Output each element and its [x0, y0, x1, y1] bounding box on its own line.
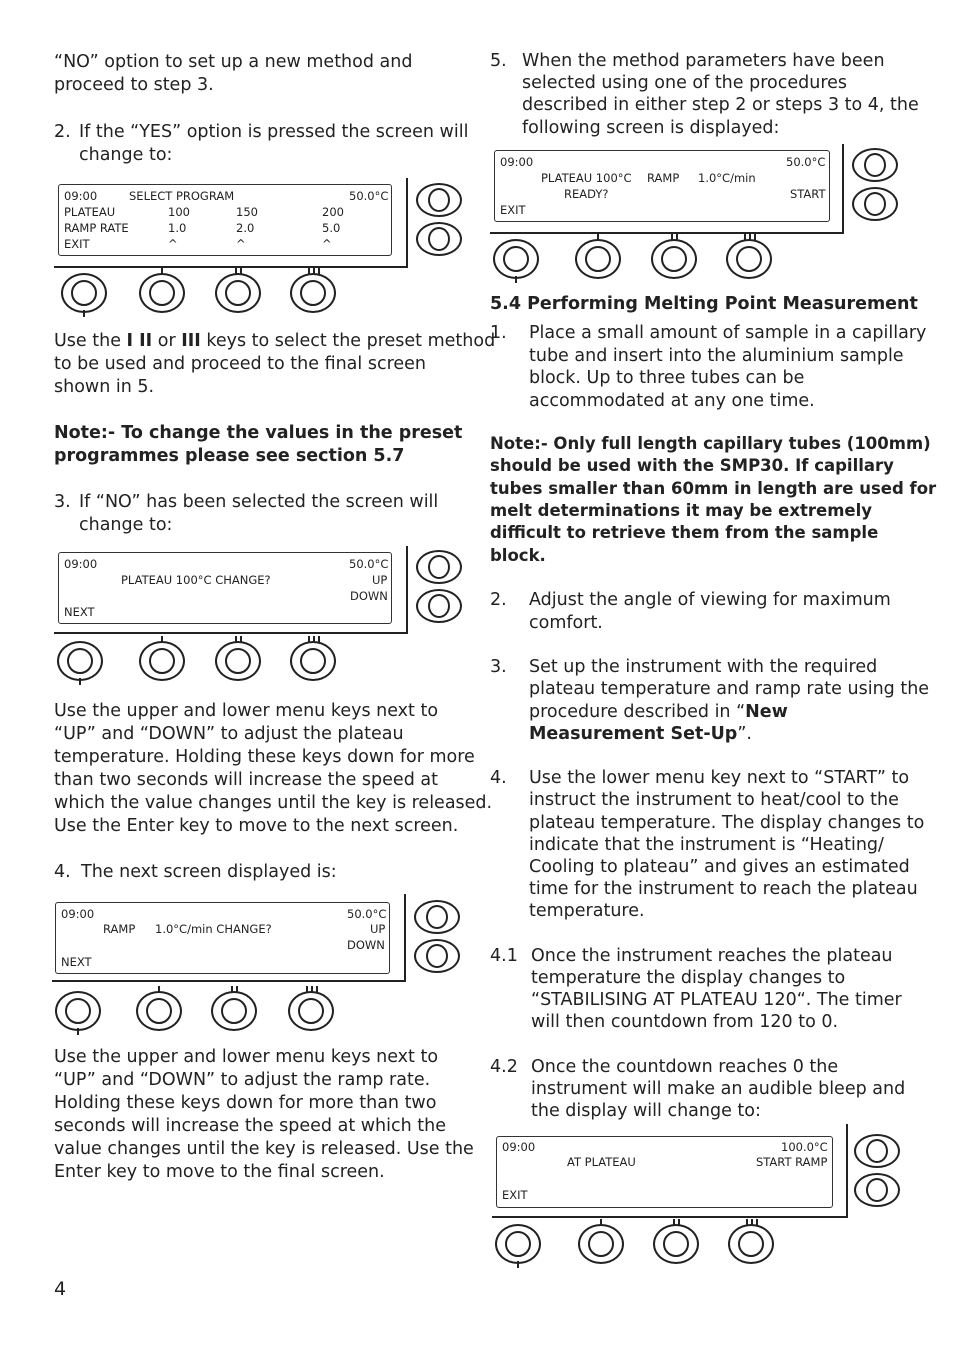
- key-mark: [236, 986, 238, 993]
- step-text: selected using one of the procedures: [522, 73, 848, 93]
- step-text: When the method parameters have been: [522, 51, 885, 71]
- lower-menu-key[interactable]: [854, 1173, 900, 1207]
- screen-temp: 50.0°C: [347, 907, 387, 921]
- step-text: indicate that the instrument is “Heating/: [529, 835, 884, 855]
- step-text: will then countdown from 120 to 0.: [531, 1012, 839, 1032]
- down-label: DOWN: [347, 938, 385, 952]
- ramp-label: RAMP: [647, 171, 680, 185]
- paragraph-line: Holding these keys down for more than two: [54, 1093, 437, 1113]
- key-mark: [308, 636, 310, 643]
- upper-menu-key[interactable]: [854, 1134, 900, 1168]
- cell: ^: [168, 237, 178, 251]
- screen-message: 1.0°C/min CHANGE?: [155, 922, 272, 936]
- paragraph-line: Use the upper and lower menu keys next to: [54, 1047, 439, 1067]
- up-label: UP: [370, 922, 386, 936]
- lcd-screen: [55, 902, 390, 974]
- key-iii[interactable]: [728, 1224, 774, 1264]
- upper-menu-key[interactable]: [416, 550, 462, 584]
- note-line: Note:- Only full length capillary tubes (100mm): [490, 434, 931, 453]
- key-mark: [749, 234, 751, 241]
- key-mark: [676, 234, 678, 241]
- note-line: block.: [490, 546, 546, 565]
- key-iii[interactable]: [290, 641, 336, 681]
- cell: 200: [322, 205, 344, 219]
- key-mark: [235, 268, 237, 275]
- step-number: 4.2: [490, 1057, 518, 1077]
- key-mark: [318, 636, 320, 643]
- paragraph-line: Use the Enter key to move to the next screen.: [54, 816, 459, 836]
- step-text: instrument will make an audible bleep and: [531, 1079, 906, 1099]
- key-mark: [673, 1219, 675, 1226]
- note-line: melt determinations it may be extremely: [490, 501, 873, 520]
- step-text: Once the instrument reaches the plateau: [531, 946, 893, 966]
- page-number: 4: [54, 1278, 67, 1300]
- screen-message: PLATEAU 100°C CHANGE?: [121, 573, 271, 587]
- text: procedure described in “: [529, 702, 746, 722]
- key-mark: [756, 1219, 758, 1226]
- screen-temp: 50.0°C: [349, 557, 389, 571]
- plateau-label: PLATEAU 100°C: [541, 171, 632, 185]
- cell: ^: [236, 237, 246, 251]
- lower-menu-key[interactable]: [852, 187, 898, 221]
- step-text: Set up the instrument with the required: [529, 657, 878, 677]
- paragraph-line: [54, 330, 495, 353]
- lower-menu-key[interactable]: [416, 222, 462, 256]
- note-line: tubes smaller than 60mm in length are used for: [490, 479, 937, 498]
- key-mark: [751, 1219, 753, 1226]
- key-mark: [77, 1028, 79, 1035]
- enter-key[interactable]: [55, 991, 101, 1031]
- text: ”.: [737, 724, 752, 744]
- cell: 1.0: [168, 221, 187, 235]
- key-mark: [515, 276, 517, 283]
- paragraph-line: to be used and proceed to the final screen: [54, 354, 427, 374]
- key-mark: [161, 636, 163, 643]
- key-ii[interactable]: [211, 991, 257, 1031]
- paragraph-line: Enter key to move to the final screen.: [54, 1162, 385, 1182]
- down-label: DOWN: [350, 589, 388, 603]
- lcd-screen: [494, 150, 830, 222]
- step-text: change to:: [79, 145, 173, 165]
- key-ii[interactable]: [215, 641, 261, 681]
- ramp-label: RAMP: [103, 922, 136, 936]
- key-mark: [161, 268, 163, 275]
- next-label: NEXT: [64, 605, 95, 619]
- key-mark: [158, 986, 160, 993]
- paragraph-line: “UP” and “DOWN” to adjust the ramp rate.: [54, 1070, 431, 1090]
- step-text: accommodated at any one time.: [529, 391, 815, 411]
- enter-key[interactable]: [61, 273, 107, 313]
- key-mark: [240, 268, 242, 275]
- key-name: I II: [126, 331, 153, 351]
- key-iii[interactable]: [726, 239, 772, 279]
- ready-label: READY?: [564, 187, 609, 201]
- lower-menu-key[interactable]: [414, 939, 460, 973]
- rate-value: 1.0°C/min: [698, 171, 756, 185]
- step-text: If “NO” has been selected the screen will: [79, 492, 439, 512]
- upper-menu-key[interactable]: [414, 900, 460, 934]
- row-label: RAMP RATE: [64, 221, 129, 235]
- cross-reference: Measurement Set-Up: [529, 724, 738, 744]
- key-mark: [240, 636, 242, 643]
- note-line: difficult to retrieve them from the sample: [490, 523, 879, 542]
- cell: 150: [236, 205, 258, 219]
- exit-label: EXIT: [502, 1188, 528, 1202]
- step-text: The next screen displayed is:: [81, 862, 337, 882]
- key-ii[interactable]: [651, 239, 697, 279]
- step-number: 2.: [54, 122, 71, 142]
- step-text: temperature the display changes to: [531, 968, 846, 988]
- step-text: tube and insert into the aluminium sample: [529, 346, 904, 366]
- step-text: If the “YES” option is pressed the screen will: [79, 122, 469, 142]
- step-text: the display will change to:: [531, 1101, 761, 1121]
- step-number: 3.: [54, 492, 71, 512]
- key-mark: [671, 234, 673, 241]
- enter-key[interactable]: [495, 1224, 541, 1264]
- paragraph-line: value changes until the key is released. Use the: [54, 1139, 474, 1159]
- key-mark: [313, 636, 315, 643]
- key-mark: [746, 1219, 748, 1226]
- screen-message: AT PLATEAU: [567, 1155, 636, 1169]
- key-ii[interactable]: [653, 1224, 699, 1264]
- key-mark: [318, 268, 320, 275]
- section-heading: 5.4 Performing Melting Point Measurement: [490, 294, 918, 314]
- key-i[interactable]: [139, 641, 185, 681]
- paragraph-line: which the value changes until the key is released.: [54, 793, 493, 813]
- key-mark: [517, 1261, 519, 1268]
- step-number: 5.: [490, 51, 507, 71]
- step-text: following screen is displayed:: [522, 118, 780, 138]
- next-label: NEXT: [61, 955, 92, 969]
- key-mark: [308, 268, 310, 275]
- key-i[interactable]: [575, 239, 621, 279]
- step-text: block. Up to three tubes can be: [529, 368, 805, 388]
- key-mark: [678, 1219, 680, 1226]
- screen-title: SELECT PROGRAM: [129, 189, 235, 203]
- upper-menu-key[interactable]: [852, 148, 898, 182]
- key-mark: [231, 986, 233, 993]
- text: keys to select the preset method: [200, 331, 496, 351]
- step-number: 3.: [490, 657, 507, 677]
- step-text: instruct the instrument to heat/cool to the: [529, 790, 899, 810]
- step-text: Adjust the angle of viewing for maximum: [529, 590, 891, 610]
- step-text: described in either step 2 or steps 3 to 4, the: [522, 95, 919, 115]
- step-number: 2.: [490, 590, 507, 610]
- key-mark: [235, 636, 237, 643]
- paragraph-line: “UP” and “DOWN” to adjust the plateau: [54, 724, 404, 744]
- step-text: Cooling to plateau” and gives an estimated: [529, 857, 910, 877]
- enter-key[interactable]: [57, 641, 103, 681]
- lower-menu-key[interactable]: [416, 589, 462, 623]
- cell: 5.0: [322, 221, 341, 235]
- upper-menu-key[interactable]: [416, 183, 462, 217]
- enter-key[interactable]: [493, 239, 539, 279]
- key-mark: [313, 268, 315, 275]
- step-text: Place a small amount of sample in a capillary: [529, 323, 927, 343]
- step-text: “STABILISING AT PLATEAU 120“. The timer: [531, 990, 902, 1010]
- key-iii[interactable]: [290, 273, 336, 313]
- key-mark: [306, 986, 308, 993]
- step-text: time for the instrument to reach the plateau: [529, 879, 918, 899]
- note-line: Note:- To change the values in the preset: [54, 423, 463, 443]
- screen-time: 09:00: [502, 1140, 536, 1154]
- key-mark: [79, 678, 81, 685]
- step-text: plateau temperature and ramp rate using the: [529, 679, 930, 699]
- text: Use the: [54, 331, 127, 351]
- step-text: Once the countdown reaches 0 the: [531, 1057, 839, 1077]
- screen-time: 09:00: [500, 155, 534, 169]
- cell: 2.0: [236, 221, 255, 235]
- key-mark: [754, 234, 756, 241]
- step-number: 4.: [490, 768, 507, 788]
- note-line: should be used with the SMP30. If capillary: [490, 456, 894, 475]
- start-label: START: [790, 187, 826, 201]
- start-ramp-label: START RAMP: [756, 1155, 828, 1169]
- lcd-screen: [58, 552, 392, 624]
- key-name: III: [181, 331, 201, 351]
- cell: 100: [168, 205, 190, 219]
- step-number: 4.1: [490, 946, 518, 966]
- key-mark: [597, 234, 599, 241]
- key-ii[interactable]: [215, 273, 261, 313]
- step-text: comfort.: [529, 613, 603, 633]
- key-mark: [600, 1219, 602, 1226]
- paragraph-line: proceed to step 3.: [54, 75, 214, 95]
- step-text: change to:: [79, 515, 173, 535]
- step-number: 4.: [54, 862, 71, 882]
- text: or: [152, 331, 182, 351]
- paragraph-line: temperature. Holding these keys down for more: [54, 747, 475, 767]
- row-label: PLATEAU: [64, 205, 116, 219]
- paragraph-line: seconds will increase the speed at which the: [54, 1116, 446, 1136]
- screen-temp: 100.0°C: [781, 1140, 828, 1154]
- key-mark: [744, 234, 746, 241]
- cross-reference: New: [745, 702, 788, 722]
- step-number: 1.: [490, 323, 507, 343]
- paragraph-line: Use the upper and lower menu keys next to: [54, 701, 439, 721]
- cell: ^: [322, 237, 332, 251]
- screen-time: 09:00: [64, 189, 98, 203]
- paragraph-line: shown in 5.: [54, 377, 155, 397]
- step-text: [529, 723, 752, 746]
- step-text: plateau temperature. The display changes to: [529, 813, 925, 833]
- screen-temp: 50.0°C: [786, 155, 826, 169]
- key-i[interactable]: [578, 1224, 624, 1264]
- key-i[interactable]: [136, 991, 182, 1031]
- up-label: UP: [372, 573, 388, 587]
- screen-time: 09:00: [64, 557, 98, 571]
- key-i[interactable]: [139, 273, 185, 313]
- key-mark: [316, 986, 318, 993]
- paragraph-line: than two seconds will increase the speed at: [54, 770, 438, 790]
- note-line: programmes please see section 5.7: [54, 446, 405, 466]
- step-text: Use the lower menu key next to “START” to: [529, 768, 910, 788]
- paragraph-line: “NO” option to set up a new method and: [54, 52, 413, 72]
- key-mark: [83, 310, 85, 317]
- screen-time: 09:00: [61, 907, 95, 921]
- step-text: [529, 701, 788, 724]
- key-iii[interactable]: [288, 991, 334, 1031]
- row-label: EXIT: [64, 237, 90, 251]
- key-mark: [311, 986, 313, 993]
- step-text: temperature.: [529, 901, 645, 921]
- screen-temp: 50.0°C: [349, 189, 389, 203]
- exit-label: EXIT: [500, 203, 526, 217]
